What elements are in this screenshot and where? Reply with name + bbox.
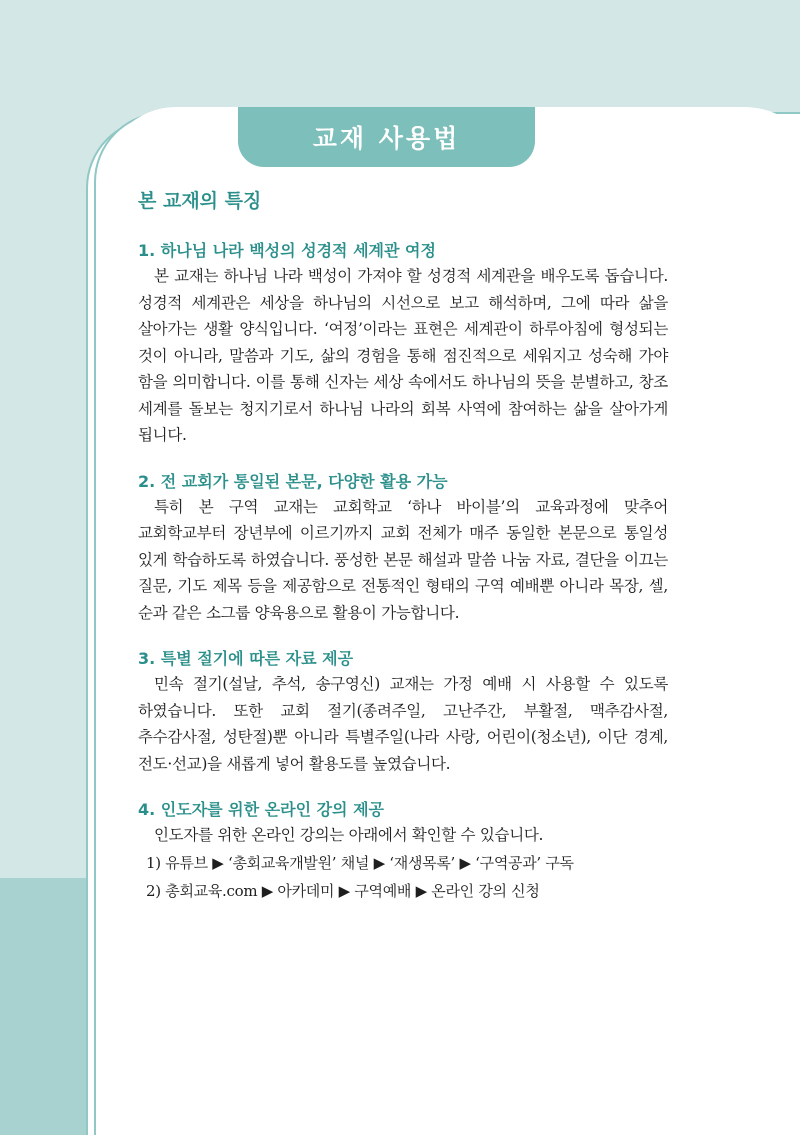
section-heading: 본 교재의 특징 <box>138 190 262 212</box>
feature-body: 특히 본 구역 교재는 교회학교 ‘하나 바이블’의 교육과정에 맞추어 교회학교부터 장년부에 이르기까지 교회 전체가 매주 동일한 본문으로 통일성 있게 학습하도록 하였습니다. 풍성한 본문 해설과 말씀 나눔 자료, 결단을 이끄는 질문, 기도 제목 등을 제공함으로 전통적인 형태의 구역 예배뿐 아니라 목장, 셀, 순과 같은 소그룹 양육용으로 활용이 가능합니다. <box>138 497 668 622</box>
lecture-link-youtube: 1) 유튜브 ▶ ‘총회교육개발원’ 채널 ▶ ‘재생목록’ ▶ ‘구역공과’ 구독 <box>146 853 574 872</box>
feature-section-3 <box>138 647 668 777</box>
feature-body: 민속 절기(설날, 추석, 송구영신) 교재는 가정 예배 시 사용할 수 있도록 하였습니다. 또한 교회 절기(종려주일, 고난주간, 부활절, 맥추감사절, 추수감사절, 성탄절)뿐 아니라 특별주일(나라 사랑, 어린이(청소년), 이단 경계, 전도·선교)을 새롭게 넣어 활용도를 높였습니다. <box>138 675 668 773</box>
lecture-link-website: 2) 총회교육.com ▶ 아카데미 ▶ 구역예배 ▶ 온라인 강의 신청 <box>146 881 540 900</box>
feature-section-2 <box>138 470 668 627</box>
title-tab <box>238 107 535 167</box>
feature-body: 인도자를 위한 온라인 강의는 아래에서 확인할 수 있습니다. <box>154 826 544 844</box>
page-title: 교재 사용법 <box>312 124 461 153</box>
left-decor-band <box>0 878 86 1135</box>
feature-title: 1. 하나님 나라 백성의 성경적 세계관 여정 <box>138 241 436 260</box>
feature-section-1 <box>138 239 668 449</box>
feature-section-4 <box>138 798 668 905</box>
feature-body: 본 교재는 하나님 나라 백성이 가져야 할 성경적 세계관을 배우도록 돕습니다. 성경적 세계관은 세상을 하나님의 시선으로 보고 해석하며, 그에 따라 삶을 살아가는 생활 양식입니다. ‘여정’이라는 표현은 세계관이 하루아침에 형성되는 것이 아니라, 말씀과 기도, 삶의 경험을 통해 점진적으로 세워지고 성숙해 가야 함을 의미합니다. 이를 통해 신자는 세상 속에서도 하나님의 뜻을 분별하고, 창조 세계를 돌보는 청지기로서 하나님 나라의 회복 사역에 참여하는 삶을 살아가게 됩니다. <box>138 267 668 444</box>
main-content <box>138 186 668 926</box>
feature-title: 4. 인도자를 위한 온라인 강의 제공 <box>138 800 384 819</box>
feature-title: 2. 전 교회가 통일된 본문, 다양한 활용 가능 <box>138 471 448 491</box>
feature-title: 3. 특별 절기에 따른 자료 제공 <box>138 649 354 668</box>
